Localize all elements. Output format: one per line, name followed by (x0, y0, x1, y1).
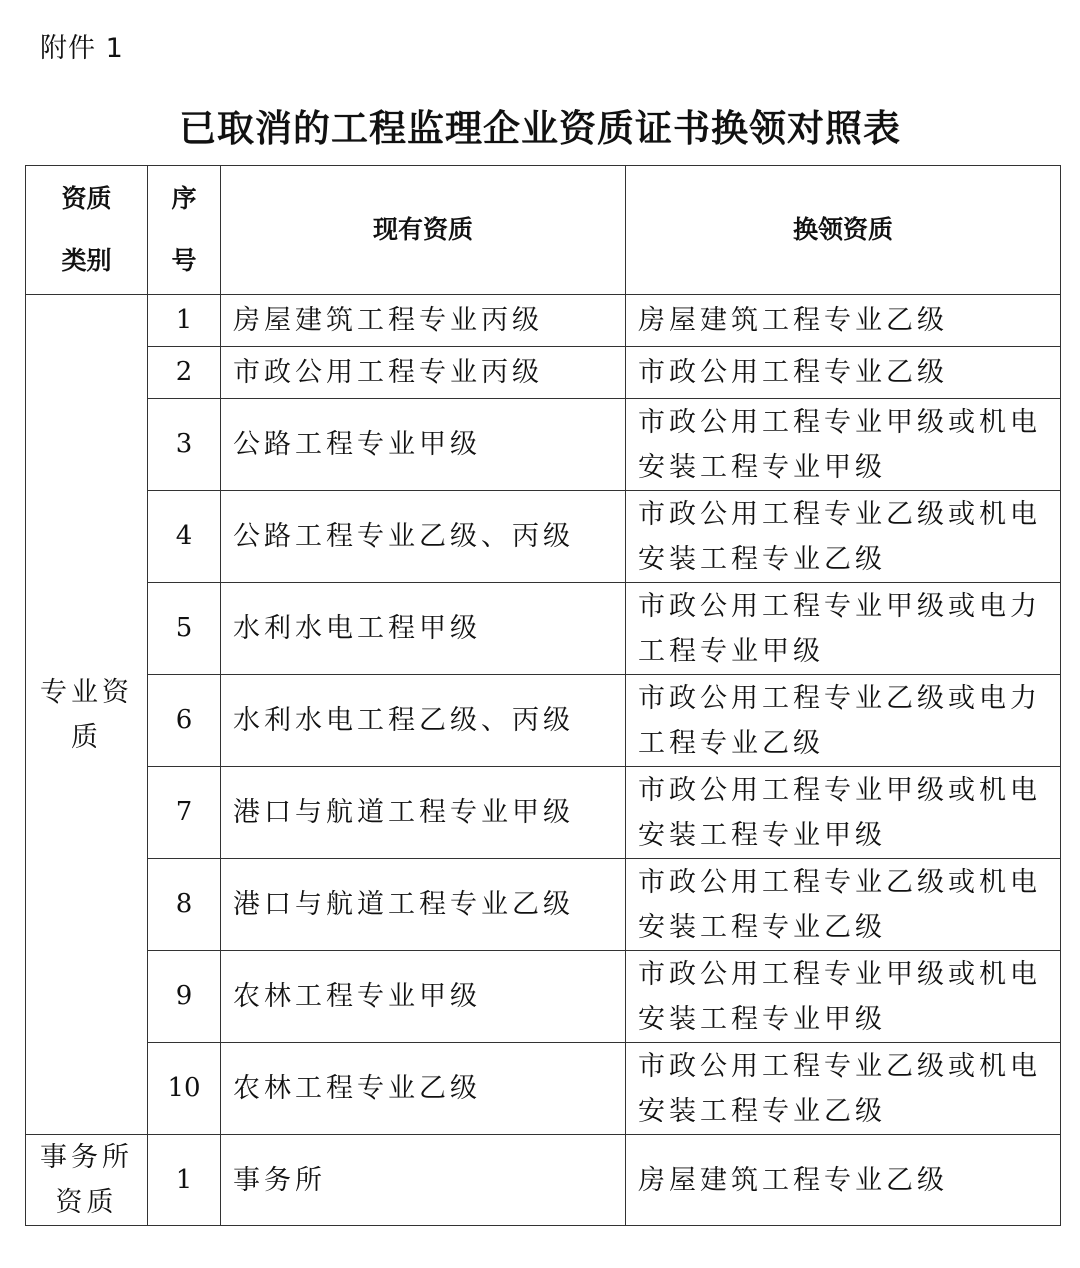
current-cell: 农林工程专业甲级 (221, 951, 626, 1043)
table-row (26, 583, 1061, 675)
current-cell: 公路工程专业甲级 (221, 399, 626, 491)
seq-cell: 3 (148, 399, 221, 491)
table-row (26, 347, 1061, 399)
replacement-cell: 市政公用工程专业甲级或机电 安装工程专业甲级 (626, 399, 1061, 491)
table-row (26, 1135, 1061, 1226)
page-title: 已取消的工程监理企业资质证书换领对照表 (179, 106, 901, 150)
replacement-cell: 房屋建筑工程专业乙级 (626, 1135, 1061, 1226)
current-cell: 水利水电工程甲级 (221, 583, 626, 675)
replacement-cell: 市政公用工程专业乙级或机电 安装工程专业乙级 (626, 859, 1061, 951)
qualification-table (25, 165, 1061, 1226)
table-row (26, 675, 1061, 767)
seq-cell: 1 (148, 295, 221, 347)
current-cell: 港口与航道工程专业乙级 (221, 859, 626, 951)
header-current: 现有资质 (221, 166, 626, 295)
replacement-cell: 市政公用工程专业甲级或机电 安装工程专业甲级 (626, 951, 1061, 1043)
seq-cell: 8 (148, 859, 221, 951)
replacement-cell: 市政公用工程专业甲级或机电 安装工程专业甲级 (626, 767, 1061, 859)
table-row (26, 767, 1061, 859)
replacement-cell: 房屋建筑工程专业乙级 (626, 295, 1061, 347)
current-cell: 公路工程专业乙级、丙级 (221, 491, 626, 583)
header-category: 资质 类别 (26, 166, 148, 295)
current-cell: 房屋建筑工程专业丙级 (221, 295, 626, 347)
seq-cell: 6 (148, 675, 221, 767)
replacement-cell: 市政公用工程专业乙级或电力 工程专业乙级 (626, 675, 1061, 767)
replacement-cell: 市政公用工程专业乙级或机电 安装工程专业乙级 (626, 1043, 1061, 1135)
table-row (26, 951, 1061, 1043)
current-cell: 市政公用工程专业丙级 (221, 347, 626, 399)
replacement-cell: 市政公用工程专业甲级或电力 工程专业甲级 (626, 583, 1061, 675)
seq-cell: 5 (148, 583, 221, 675)
attachment-label: 附件 1 (40, 33, 124, 64)
replacement-cell: 市政公用工程专业乙级 (626, 347, 1061, 399)
current-cell: 港口与航道工程专业甲级 (221, 767, 626, 859)
table-row (26, 491, 1061, 583)
current-cell: 农林工程专业乙级 (221, 1043, 626, 1135)
header-replacement: 换领资质 (626, 166, 1061, 295)
seq-cell: 4 (148, 491, 221, 583)
seq-cell: 1 (148, 1135, 221, 1226)
table-row (26, 1043, 1061, 1135)
current-cell: 事务所 (221, 1135, 626, 1226)
header-row (26, 166, 1061, 295)
table-row (26, 295, 1061, 347)
table-row (26, 399, 1061, 491)
header-seq: 序 号 (148, 166, 221, 295)
replacement-cell: 市政公用工程专业乙级或机电 安装工程专业乙级 (626, 491, 1061, 583)
seq-cell: 9 (148, 951, 221, 1043)
category-cell: 专业资 质 (26, 295, 148, 1135)
table-row (26, 859, 1061, 951)
seq-cell: 2 (148, 347, 221, 399)
category-cell: 事务所 资质 (26, 1135, 148, 1226)
seq-cell: 10 (148, 1043, 221, 1135)
current-cell: 水利水电工程乙级、丙级 (221, 675, 626, 767)
seq-cell: 7 (148, 767, 221, 859)
